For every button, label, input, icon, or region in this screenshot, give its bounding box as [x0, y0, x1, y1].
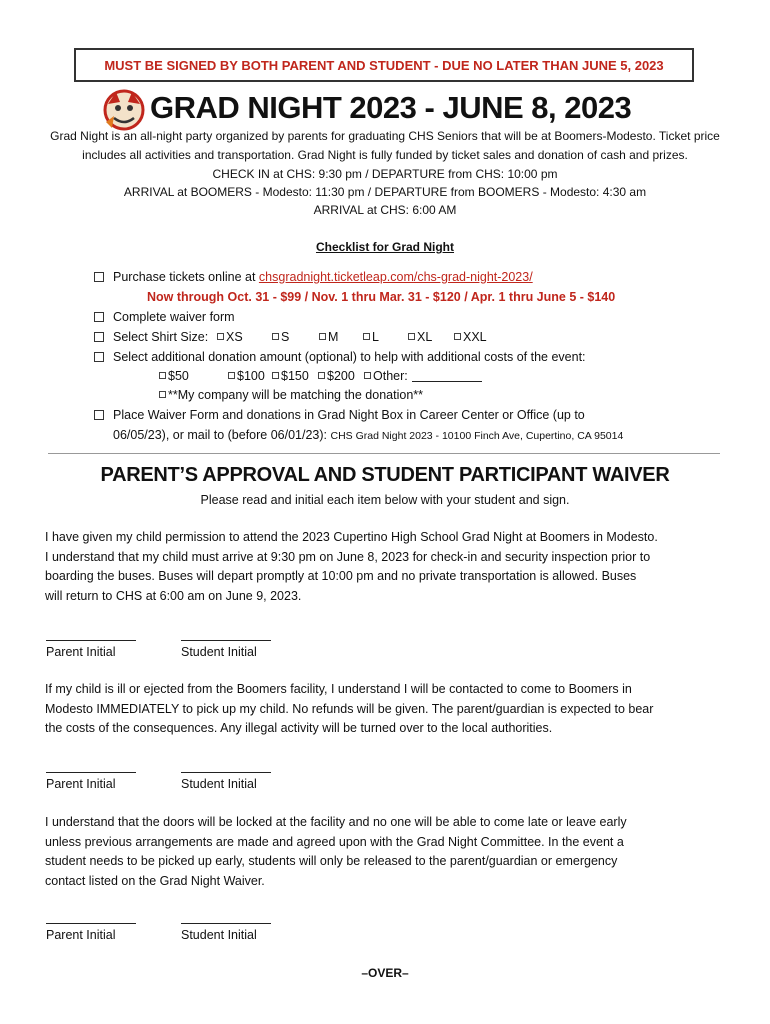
company-match-label: **My company will be matching the donation** [168, 388, 423, 402]
shirt-option-xs[interactable] [217, 329, 243, 346]
paragraph-line: Modesto IMMEDIATELY to pick up my child. No refunds will be given. The parent/guardian is expected to bear [45, 701, 654, 716]
mail-deadline: 06/05/23), or mail to (before 06/01/23): [113, 428, 328, 442]
paragraph-line: I have given my child permission to attend the 2023 Cupertino High School Grad Night at Boomers in Modesto. [45, 530, 658, 544]
donation-option-label: Other: [373, 369, 408, 383]
intro-line-1: Grad Night is an all-night party organized by parents for graduating CHS Seniors that will be at Boomers-Modesto. Ticket price [50, 129, 720, 143]
purchase-item [113, 269, 533, 286]
checkbox-icon [228, 372, 235, 379]
paragraph-line: the costs of the consequences. Any illegal activity will be turned over to the local authorities. [45, 721, 553, 735]
waiver-subtitle: Please read and initial each item below with your student and sign. [200, 493, 570, 507]
shirt-option-xxl[interactable] [454, 329, 487, 346]
shirt-option-xl[interactable] [408, 329, 432, 346]
checkbox-icon [217, 333, 224, 340]
checklist-title: Checklist for Grad Night [315, 240, 455, 254]
place-form-line-1: Place Waiver Form and donations in Grad Night Box in Career Center or Office (up to [113, 408, 585, 422]
paragraph-line: student needs to be picked up early, students will only be released to the parent/guardian or emergency [45, 854, 618, 868]
title-row [0, 88, 770, 132]
shirt-size-label: Select Shirt Size: [113, 330, 209, 344]
student-initial-field[interactable] [181, 923, 271, 924]
donation-option-200[interactable] [318, 368, 355, 385]
parent-initial-label: Parent Initial [46, 777, 116, 791]
paragraph-line: boarding the buses. Buses will depart promptly at 10:00 pm and no private transportation is allowed. Buses [45, 569, 637, 583]
checkbox-icon [454, 333, 461, 340]
waiver-checkbox[interactable] [94, 312, 104, 322]
donation-option-label: $150 [281, 369, 309, 383]
shirt-option-label: XXL [463, 330, 487, 344]
paragraph-line: I understand that my child must arrive at 9:30 pm on June 8, 2023 for check-in and security inspection prior to [45, 549, 651, 564]
purchase-checkbox[interactable] [94, 272, 104, 282]
paragraph-line: will return to CHS at 6:00 am on June 9, 2023. [45, 588, 302, 603]
other-amount-field[interactable] [412, 370, 482, 382]
ticket-prices: Now through Oct. 31 - $99 / Nov. 1 thru Mar. 31 - $120 / Apr. 1 thru June 5 - $140 [147, 290, 616, 304]
mailing-address: CHS Grad Night 2023 - 10100 Finch Ave, Cupertino, CA 95014 [330, 430, 624, 442]
over-footer: –OVER– [361, 966, 409, 980]
shirt-option-label: XS [226, 330, 243, 344]
donation-option-150[interactable] [272, 368, 309, 385]
waiver-item: Complete waiver form [113, 310, 235, 324]
donation-option-label: $200 [327, 369, 355, 383]
checkbox-icon [159, 372, 166, 379]
waiver-title: PARENT’S APPROVAL AND STUDENT PARTICIPANT WAIVER [100, 464, 670, 486]
page-title: GRAD NIGHT 2023 - JUNE 8, 2023 [150, 90, 632, 125]
shirt-option-s[interactable] [272, 329, 289, 346]
donation-option-label: $50 [168, 369, 189, 383]
waiver-paragraph-3 [45, 813, 725, 891]
checkbox-icon [272, 372, 279, 379]
student-initial-label: Student Initial [181, 645, 257, 659]
donation-checkbox[interactable] [94, 352, 104, 362]
paragraph-line: I understand that the doors will be locked at the facility and no one will be able to come late or leave early [45, 815, 627, 829]
checkbox-icon [319, 333, 326, 340]
mascot-logo-icon [100, 88, 148, 132]
student-initial-label: Student Initial [181, 777, 257, 791]
checkbox-icon [159, 391, 166, 398]
waiver-paragraph-2 [45, 680, 725, 739]
student-initial-field[interactable] [181, 640, 271, 641]
shirt-option-label: L [372, 330, 379, 344]
donation-option-other[interactable] [364, 368, 482, 385]
intro-line-2: includes all activities and transportation. Grad Night is fully funded by ticket sales and donation of cash and prizes. [82, 148, 688, 162]
donation-option-50[interactable] [159, 368, 189, 385]
checkbox-icon [408, 333, 415, 340]
checkbox-icon [364, 372, 371, 379]
paragraph-line: unless previous arrangements are made and agreed upon with the Grad Night Committee. In the event a [45, 834, 624, 849]
shirt-option-label: S [281, 330, 290, 344]
boomers-times: ARRIVAL at BOOMERS - Modesto: 11:30 pm / DEPARTURE from BOOMERS - Modesto: 4:30 am [123, 185, 647, 199]
shirt-option-m[interactable] [319, 329, 338, 346]
paragraph-line: contact listed on the Grad Night Waiver. [45, 873, 265, 888]
shirt-checkbox[interactable] [94, 332, 104, 342]
ticket-link[interactable]: chsgradnight.ticketleap.com/chs-grad-night-2023/ [258, 270, 533, 284]
parent-initial-field[interactable] [46, 923, 136, 924]
shirt-option-l[interactable] [363, 329, 379, 346]
place-form-checkbox[interactable] [94, 410, 104, 420]
due-date-banner: MUST BE SIGNED BY BOTH PARENT AND STUDENT - DUE NO LATER THAN JUNE 5, 2023 [74, 48, 694, 82]
student-initial-field[interactable] [181, 772, 271, 773]
purchase-prefix: Purchase tickets online at [113, 270, 259, 284]
parent-initial-label: Parent Initial [46, 645, 116, 659]
shirt-option-label: XL [417, 330, 433, 344]
shirt-option-label: M [328, 330, 339, 344]
parent-initial-field[interactable] [46, 772, 136, 773]
donation-option-100[interactable] [228, 368, 265, 385]
place-form-line-2 [113, 427, 623, 445]
checkbox-icon [363, 333, 370, 340]
parent-initial-label: Parent Initial [46, 928, 116, 942]
company-match-option[interactable] [159, 387, 423, 404]
waiver-paragraph-1 [45, 528, 725, 606]
donation-item: Select additional donation amount (optional) to help with additional costs of the event: [113, 350, 586, 364]
checkin-times: CHECK IN at CHS: 9:30 pm / DEPARTURE from CHS: 10:00 pm [212, 167, 558, 181]
checkbox-icon [318, 372, 325, 379]
return-time: ARRIVAL at CHS: 6:00 AM [313, 203, 457, 217]
checkbox-icon [272, 333, 279, 340]
paragraph-line: If my child is ill or ejected from the Boomers facility, I understand I will be contacted to come to Boomers in [45, 682, 632, 696]
section-divider [48, 453, 720, 454]
parent-initial-field[interactable] [46, 640, 136, 641]
donation-option-label: $100 [237, 369, 265, 383]
student-initial-label: Student Initial [181, 928, 257, 942]
